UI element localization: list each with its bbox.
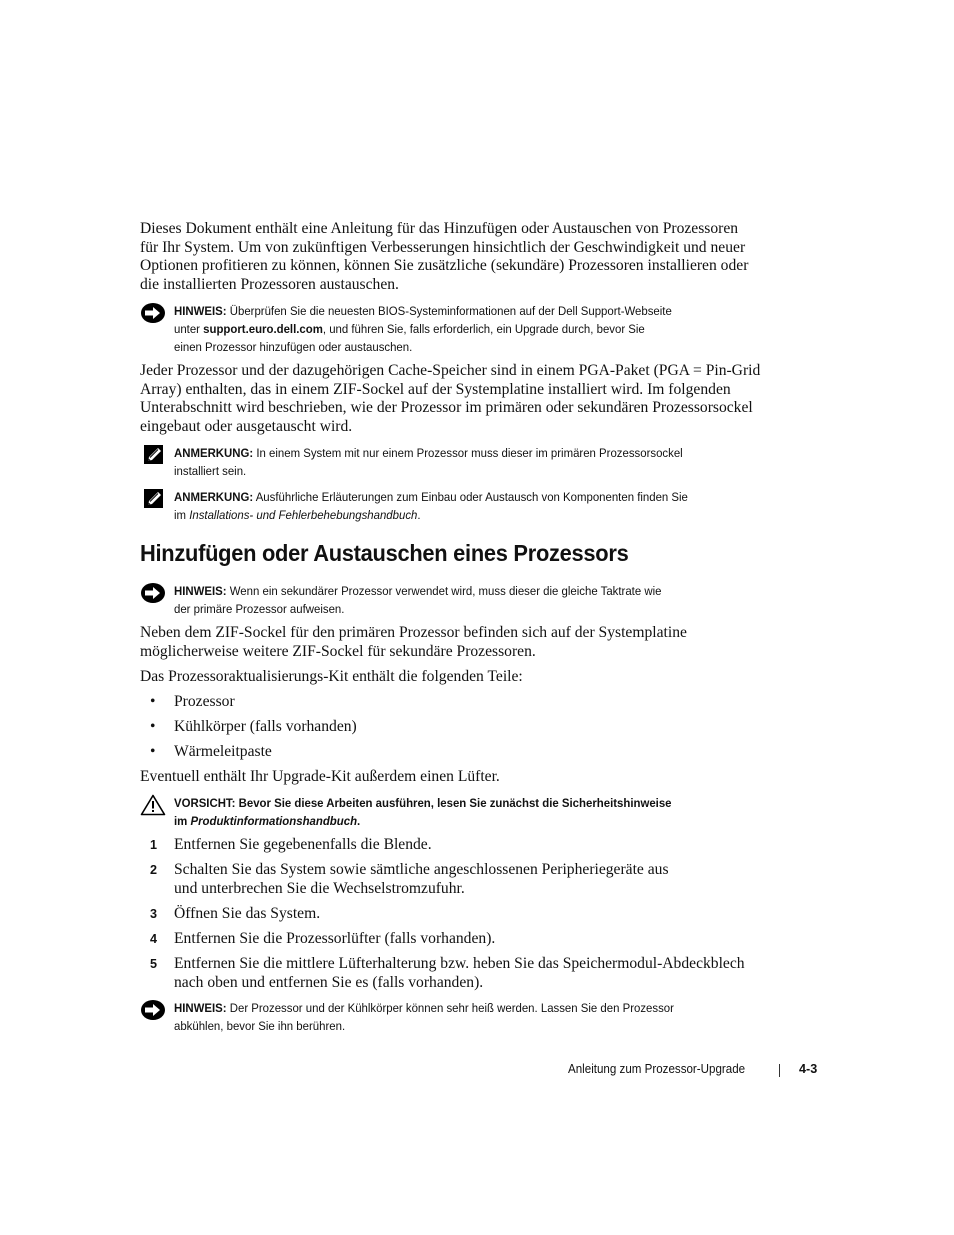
note-text: installiert sein.	[174, 464, 247, 478]
notice-label: HINWEIS:	[174, 304, 227, 318]
step-text: Schalten Sie das System sowie sämtliche angeschlossenen Peripheriegeräte aus	[174, 861, 669, 878]
manual-title: Installations- und Fehlerbehebungshandbuch	[189, 508, 418, 522]
page-number	[799, 1062, 817, 1076]
notice-label: HINWEIS:	[174, 1001, 227, 1015]
notice-text: einen Prozessor hinzufügen oder austauschen.	[174, 340, 413, 354]
notice-text: Der Prozessor und der Kühlkörper können sehr heiß werden. Lassen Sie den Prozessor	[229, 1001, 674, 1015]
fan-paragraph	[140, 768, 760, 787]
zif-line: möglicherweise weitere ZIF-Sockel für sekundäre Prozessoren.	[140, 642, 536, 660]
note-text: .	[417, 508, 421, 522]
zif-paragraph	[140, 624, 760, 661]
section-heading: Hinzufügen oder Austauschen eines Prozessors	[140, 540, 629, 566]
pga-line: Unterabschnitt wird beschrieben, wie der Prozessor im primären oder sekundären Prozessorsockel	[140, 399, 753, 417]
page-number-text: 4-3	[799, 1062, 818, 1076]
notice-arrow-icon	[140, 999, 166, 1021]
manual-title: Produktinformationshandbuch	[190, 814, 358, 828]
intro-line: die installierten Prozessoren austauschen.	[140, 275, 399, 293]
intro-line: für Ihr System. Um von zukünftigen Verbesserungen hinsichtlich der Geschwindigkeit und neuer	[140, 238, 746, 256]
caution-text: Bevor Sie diese Arbeiten ausführen, lesen Sie zunächst die Sicherheitshinweise	[238, 796, 672, 810]
note-text: Ausführliche Erläuterungen zum Einbau oder Austausch von Komponenten finden Sie	[255, 490, 688, 504]
notice-arrow-icon	[140, 582, 166, 604]
caution-text: .	[357, 814, 361, 828]
step-number: 1	[150, 838, 158, 852]
pga-line: Array) enthalten, das in einem ZIF-Sockel auf der Systemplatine installiert wird. Im folgenden	[140, 380, 731, 398]
list-item-text: Kühlkörper (falls vorhanden)	[174, 718, 357, 735]
pga-line: Jeder Prozessor und der dazugehörigen Cache-Speicher sind in einem PGA-Paket (PGA = Pin-Grid	[140, 362, 761, 379]
notice-arrow-icon	[140, 302, 166, 324]
caution-text: im	[174, 814, 191, 828]
list-item-text: Prozessor	[174, 693, 235, 710]
bullet-icon: •	[150, 693, 156, 710]
note-pencil-icon	[140, 488, 166, 510]
notice-text: Überprüfen Sie die neuesten BIOS-Systeminformationen auf der Dell Support-Webseite	[229, 304, 672, 318]
pga-paragraph	[140, 362, 760, 436]
step-text: nach oben und entfernen Sie es (falls vorhanden).	[174, 973, 484, 991]
note-pencil-icon	[140, 444, 166, 466]
zif-line: Neben dem ZIF-Sockel für den primären Prozessor befinden sich auf der Systemplatine	[140, 624, 687, 641]
footer-divider	[779, 1064, 780, 1077]
kit-intro	[140, 668, 760, 687]
intro-paragraph	[140, 220, 760, 294]
note-label: ANMERKUNG:	[174, 446, 254, 460]
notice-text: der primäre Prozessor aufweisen.	[174, 602, 345, 616]
notice-text: , und führen Sie, falls erforderlich, ein Upgrade durch, bevor Sie	[322, 322, 645, 336]
bullet-icon: •	[150, 718, 156, 735]
intro-line: Dieses Dokument enthält eine Anleitung für das Hinzufügen oder Austauschen von Prozessoren	[140, 220, 739, 237]
step-text: Entfernen Sie die Prozessorlüfter (falls vorhanden).	[174, 930, 496, 947]
list-item-text: Wärmeleitpaste	[174, 743, 272, 760]
step-text: Entfernen Sie gegebenenfalls die Blende.	[174, 836, 432, 853]
step-number: 4	[150, 932, 158, 946]
notice-text: Wenn ein sekundärer Prozessor verwendet wird, muss dieser die gleiche Taktrate wie	[229, 584, 662, 598]
pga-line: eingebaut oder ausgetauscht wird.	[140, 417, 353, 435]
notice-label: HINWEIS:	[174, 584, 227, 598]
note-label: ANMERKUNG:	[174, 490, 254, 504]
step-number: 5	[150, 957, 158, 971]
step-text: Öffnen Sie das System.	[174, 905, 321, 922]
fan-text: Eventuell enthält Ihr Upgrade-Kit außerdem einen Lüfter.	[140, 768, 500, 785]
step-number: 2	[150, 863, 158, 877]
intro-line: Optionen profitieren zu können, können Sie zusätzliche (sekundäre) Prozessoren installieren oder	[140, 257, 749, 275]
caution-triangle-icon	[140, 794, 166, 816]
bullet-icon: •	[150, 743, 156, 760]
step-number: 3	[150, 907, 158, 921]
footer-chapter-text: Anleitung zum Prozessor-Upgrade	[567, 1062, 745, 1076]
notice-text: unter	[174, 322, 204, 336]
kit-intro-text: Das Prozessoraktualisierungs-Kit enthält die folgenden Teile:	[140, 668, 523, 685]
note-text: In einem System mit nur einem Prozessor muss dieser im primären Prozessorsockel	[256, 446, 683, 460]
caution-label: VORSICHT:	[174, 796, 236, 810]
footer-chapter-title	[568, 1062, 761, 1076]
step-text: Entfernen Sie die mittlere Lüfterhalterung bzw. heben Sie das Speichermodul-Abdeckblech	[174, 955, 745, 972]
notice-text: abkühlen, bevor Sie ihn berühren.	[174, 1019, 346, 1033]
step-text: und unterbrechen Sie die Wechselstromzufuhr.	[174, 879, 465, 897]
support-link-text: support.euro.dell.com	[203, 322, 323, 336]
note-text: im	[174, 508, 190, 522]
